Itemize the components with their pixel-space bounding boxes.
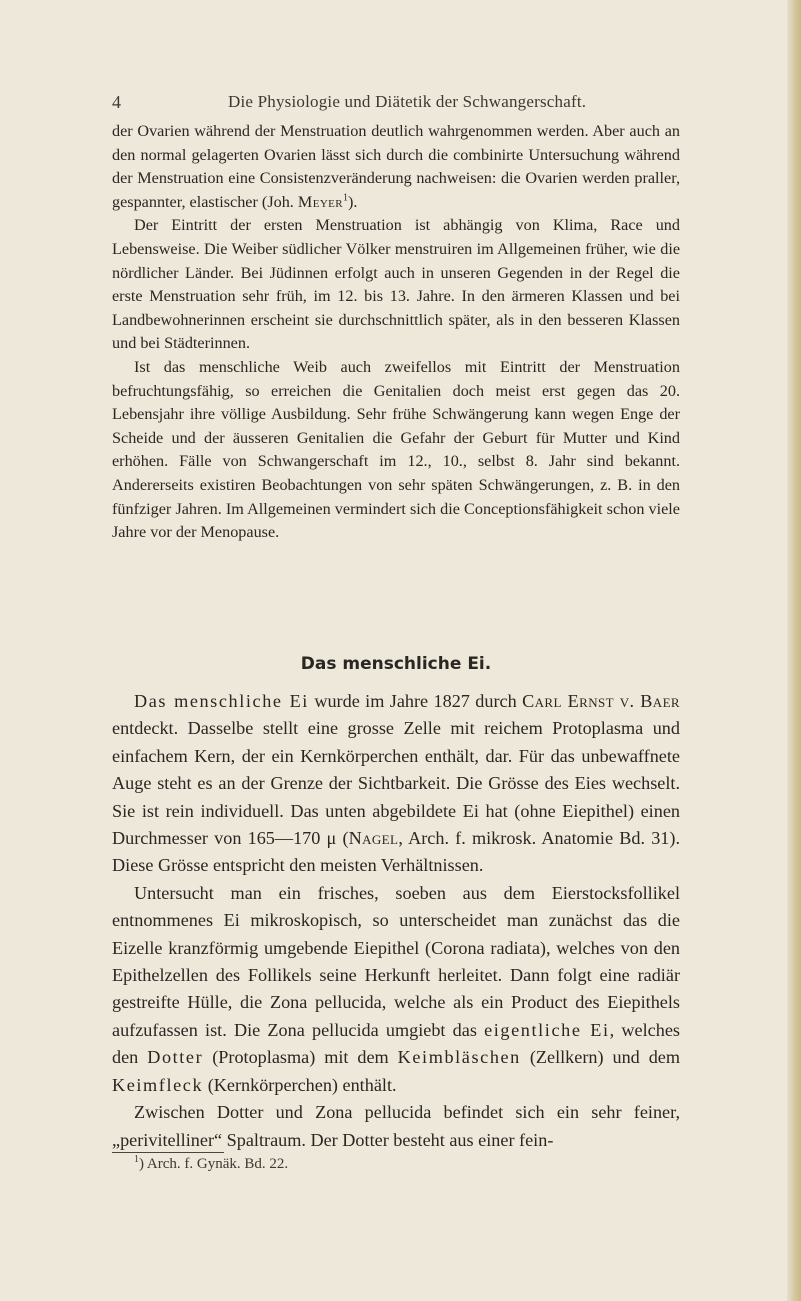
page-number: 4	[112, 92, 121, 112]
author-name: Carl Ernst v. Baer	[522, 691, 680, 711]
paragraph: Ist das menschliche Weib auch zweifellos mit Eintritt der Menstruation befruchtungsfähig, so erreichen die Genitalien doch meist erst gegen das 20. Lebensjahr ihre völlige Ausbildung. Sehr frühe Schwängerung kann wegen Enge der Scheide und der äusseren Genitalien die Gefahr der Geburt für Mutter und Kind erhöhen. Fälle von Schwangerschaft im 12., 10., selbst 8. Jahr sind bekannt. Andererseits existiren Beobachtungen von sehr späten Schwängerungen, z. B. in den fünfziger Jahren. Im Allgemeinen vermindert sich die Conceptionsfähigkeit schon viele Jahre vor der Menopause.	[112, 357, 680, 542]
author-name: Meyer	[297, 192, 344, 211]
footnote-ref: 1	[343, 192, 349, 204]
paragraph: Der Eintritt der ersten Menstruation ist abhängig von Klima, Race und Lebensweise. Die Weiber südlicher Völker menstruiren im Allgemeinen früher, wie die nördlicher Länder. Bei Jüdinnen erfolgt auch in unseren Gegenden in der Regel die erste Menstruation sehr früh, im 12. bis 13. Jahre. In den ärmeren Klassen und bei Landbewohnerinnen erscheint sie durchschnittlich später, als in den besseren Klassen und bei Städterinnen.	[112, 216, 680, 353]
running-title: Die Physiologie und Diätetik der Schwangerschaft.	[228, 92, 587, 111]
section-menstruation	[112, 120, 680, 545]
paragraph: Untersucht man ein frisches, soeben aus dem Eierstocksfollikel entnommenes Ei mikroskopisch, so unterscheidet man zunächst das die Eizelle kranzförmig umgebende Eiepithel (Corona radiata), welches von den Epithelzellen des Follikels seine Herkunft herleitet. Dann folgt eine radiär gestreifte Hülle, die Zona pellucida, welche als ein Product des Eiepithels aufzufassen ist. Die Zona pellucida umgiebt das eigentliche Ei, welches den Dotter (Protoplasma) mit dem Keimbläschen (Zellkern) und dem Keimfleck (Kernkörperchen) enthält.	[112, 882, 681, 1095]
paragraph: Zwischen Dotter und Zona pellucida befindet sich ein sehr feiner, „perivitelliner“ Spaltraum. Der Dotter besteht aus einer fein-	[112, 1102, 680, 1150]
footnote-rule	[112, 1152, 224, 1153]
footnote-marker: 1	[134, 1154, 139, 1165]
page-edge	[787, 0, 801, 1301]
paragraph: Das menschliche Ei wurde im Jahre 1827 durch Carl Ernst v. Baer entdeckt. Dasselbe stellt eine grosse Zelle mit reichem Protoplasma und einfachem Kern, der ein Kernkörperchen enthält, dar. Für das unbewaffnete Auge steht es an der Grenze der Sichtbarkeit. Die Grösse des Eies wechselt. Sie ist rein individuell. Das unten abgebildete Ei hat (ohne Eiepithel) einen Durchmesser von 165—170 μ (Nagel, Arch. f. mikrosk. Anatomie Bd. 31). Diese Grösse entspricht den meisten Verhältnissen.	[112, 691, 680, 876]
footnote: $^1$) Arch. f. Gynäk. Bd. 22.	[134, 1154, 289, 1172]
paragraph: der Ovarien während der Menstruation deutlich wahrgenommen werden. Aber auch an den normal gelagerten Ovarien lässt sich durch die combinirte Untersuchung während der Menstruation eine Consistenzveränderung nachweisen: die Ovarien werden praller, gespannter, elastischer (Joh. Meyer$^1$).	[112, 122, 680, 211]
author-name: Nagel	[348, 828, 399, 849]
section-heading: Das menschliche Ei.	[300, 654, 492, 674]
section-human-egg	[112, 688, 680, 1154]
